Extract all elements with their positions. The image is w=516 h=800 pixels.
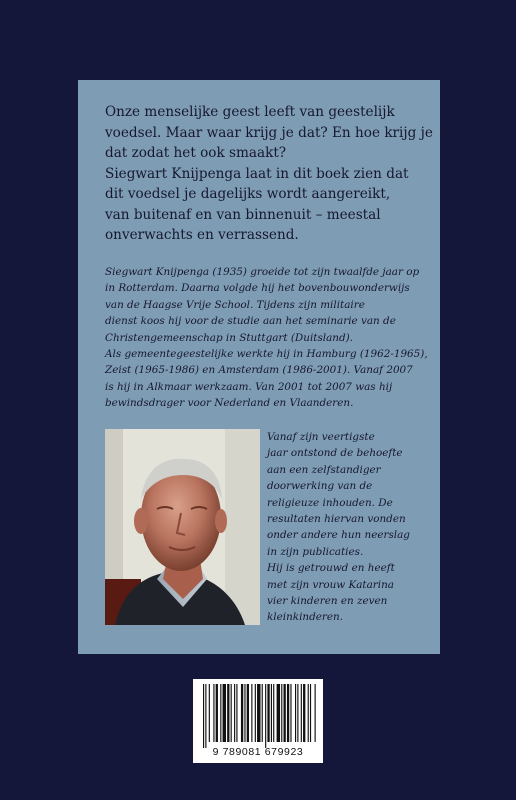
blurb-line: van buitenaf en van binnenuit – meestal — [105, 206, 381, 223]
author-photo — [105, 429, 260, 625]
bio-side-line: religieuze inhouden. De — [267, 496, 393, 509]
barcode-bar — [295, 684, 296, 742]
author-bio-continued — [267, 429, 427, 626]
barcode-bar — [265, 684, 266, 748]
barcode-bar — [281, 684, 282, 742]
barcode-bar — [271, 684, 272, 742]
barcode-bar — [303, 684, 305, 742]
bio-side-line: aan een zelfstandiger — [267, 463, 381, 476]
barcode-bar — [255, 684, 256, 742]
barcode-bar — [257, 684, 260, 742]
barcode-bar — [205, 684, 206, 748]
blurb-line: dat zodat het ook smaakt? — [105, 145, 287, 161]
bio-line: Als gemeentegeestelijke werkte hij in Hamburg (1962-1965), — [105, 348, 428, 361]
bio-line: in Rotterdam. Daarna volgde hij het bovenbouwonderwijs — [105, 282, 410, 295]
barcode-bar — [290, 684, 291, 742]
blurb-line: Onze menselijke geest leeft van geestelijk — [105, 104, 395, 120]
barcode-bar — [209, 684, 210, 742]
blurb-line: voedsel. Maar waar krijg je dat? En hoe krijg je — [105, 124, 433, 141]
blurb-line: dit voedsel je dagelijks wordt aangereikt, — [105, 186, 391, 202]
barcode-bar — [241, 684, 243, 742]
author-portrait-image — [105, 429, 260, 625]
barcode-bar — [231, 684, 232, 742]
barcode-bar — [236, 684, 237, 742]
barcode-bar — [227, 684, 229, 742]
barcode-bars-image — [193, 679, 323, 749]
bio-side-line: vier kinderen en zeven — [267, 595, 388, 608]
barcode-bar — [277, 684, 280, 742]
bio-line: is hij in Alkmaar werkzaam. Van 2001 tot 2007 was hij — [105, 380, 393, 393]
bio-side-line: onder andere hun neerslag — [267, 529, 410, 542]
bio-line: Christengemeenschap in Stuttgart (Duitsland). — [105, 331, 353, 344]
bio-line: bewindsdrager voor Nederland en Vlaanderen. — [105, 397, 354, 410]
bio-line: dienst koos hij voor de studie aan het seminarie van de — [105, 315, 396, 328]
barcode-bar — [287, 684, 289, 742]
bio-side-line: jaar ontstond de behoefte — [267, 447, 403, 460]
barcode-bar — [213, 684, 214, 742]
bio-side-line: Hij is getrouwd en heeft — [267, 562, 395, 575]
barcode-bar — [297, 684, 298, 742]
bio-side-line: in zijn publicaties. — [267, 545, 364, 558]
barcode-bar — [284, 684, 286, 742]
barcode-bar — [273, 684, 274, 742]
text-panel — [78, 80, 440, 654]
barcode-bar — [216, 684, 218, 742]
barcode-bar — [262, 684, 263, 742]
isbn-barcode — [193, 679, 323, 763]
barcode-bar — [223, 684, 226, 742]
blurb-line: Siegwart Knijpenga laat in dit boek zien dat — [105, 165, 409, 182]
blurb-line: onverwachts en verrassend. — [105, 227, 299, 243]
barcode-bar — [244, 684, 245, 742]
barcode-bar — [251, 684, 252, 742]
barcode-bar — [308, 684, 309, 742]
barcode-bar — [247, 684, 249, 742]
barcode-bar — [310, 684, 311, 742]
author-bio — [105, 264, 428, 412]
bio-side-line: met zijn vrouw Katarina — [267, 578, 394, 591]
bio-line: van de Haagse Vrije School. Tijdens zijn militaire — [105, 298, 365, 311]
bio-side-line: kleinkinderen. — [267, 611, 344, 624]
barcode-bar — [315, 684, 316, 742]
barcode-bar — [301, 684, 302, 742]
bio-line: Zeist (1965-1986) en Amsterdam (1986-2001). Vanaf 2007 — [105, 364, 413, 377]
blurb — [105, 102, 433, 246]
barcode-bar — [220, 684, 221, 742]
barcode-number: 9 789081 679923 — [212, 746, 304, 758]
bio-side-line: Vanaf zijn veertigste — [267, 431, 375, 443]
bio-line: Siegwart Knijpenga (1935) groeide tot zijn twaalfde jaar op — [105, 266, 420, 278]
bio-side-line: resultaten hiervan vonden — [267, 513, 406, 526]
barcode-bar — [234, 684, 235, 742]
barcode-bar — [267, 684, 269, 742]
bio-side-line: doorwerking van de — [267, 480, 373, 493]
barcode-bar — [203, 684, 204, 748]
